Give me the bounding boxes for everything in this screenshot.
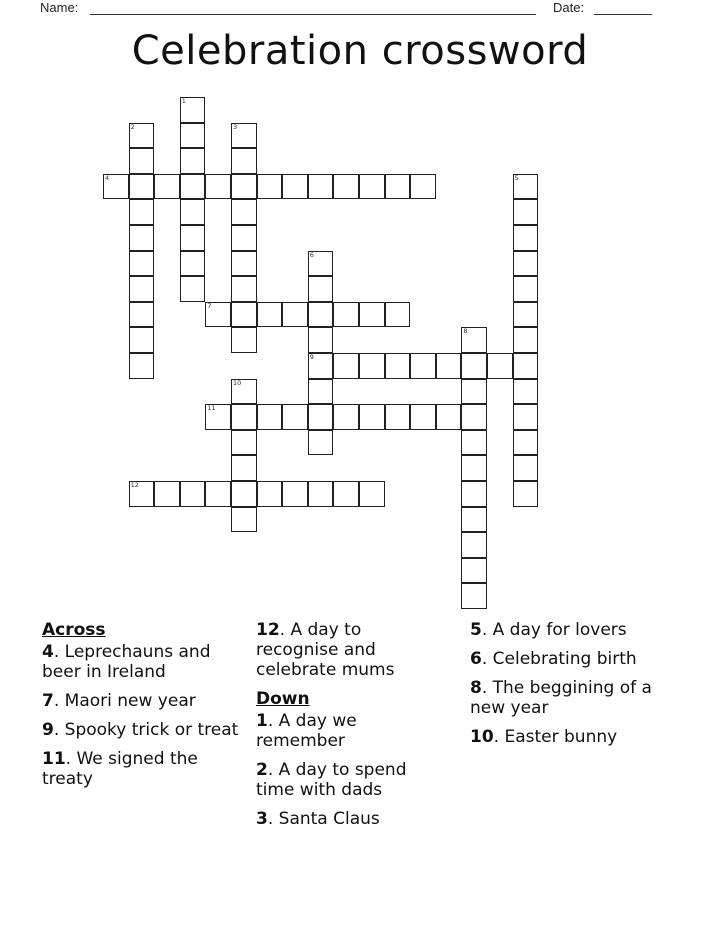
crossword-cell[interactable] <box>513 430 539 456</box>
crossword-cell[interactable] <box>154 174 180 200</box>
crossword-cell[interactable] <box>282 404 308 430</box>
clue-text: . Maori new year <box>53 691 196 711</box>
crossword-cell[interactable] <box>308 302 334 328</box>
crossword-cell[interactable] <box>487 353 513 379</box>
crossword-cell[interactable] <box>282 174 308 200</box>
crossword-cell[interactable] <box>513 302 539 328</box>
cell-number: 1 <box>181 97 186 105</box>
clue-2 <box>256 760 446 800</box>
clue-5 <box>470 620 670 640</box>
clue-6 <box>470 649 670 669</box>
crossword-cell[interactable] <box>308 430 334 456</box>
clue-number: 2 <box>256 760 268 780</box>
crossword-cell[interactable] <box>385 302 411 328</box>
crossword-cell[interactable] <box>129 276 155 302</box>
down-heading: Down <box>256 689 310 709</box>
clue-9 <box>42 720 242 740</box>
crossword-cell[interactable] <box>180 199 206 225</box>
crossword-cell[interactable] <box>180 251 206 277</box>
crossword-cell[interactable] <box>129 353 155 379</box>
page-title: Celebration crossword <box>131 28 589 74</box>
crossword-cell[interactable] <box>231 455 257 481</box>
crossword-cell[interactable] <box>129 327 155 353</box>
crossword-cell[interactable] <box>513 404 539 430</box>
clue-number: 3 <box>256 809 268 829</box>
crossword-cell[interactable] <box>257 404 283 430</box>
crossword-cell[interactable] <box>513 327 539 353</box>
crossword-cell[interactable] <box>461 353 487 379</box>
crossword-cell[interactable] <box>461 583 487 609</box>
crossword-cell[interactable] <box>231 327 257 353</box>
crossword-cell[interactable] <box>359 481 385 507</box>
clues-column-2 <box>256 620 446 838</box>
crossword-cell[interactable] <box>154 481 180 507</box>
crossword-cell[interactable] <box>205 174 231 200</box>
crossword-cell[interactable] <box>180 481 206 507</box>
crossword-cell[interactable] <box>359 174 385 200</box>
clue-text: . Santa Claus <box>267 809 380 829</box>
crossword-cell[interactable] <box>231 199 257 225</box>
crossword-cell[interactable] <box>308 174 334 200</box>
clue-1 <box>256 711 446 751</box>
crossword-cell[interactable] <box>385 353 411 379</box>
crossword-cell[interactable] <box>461 558 487 584</box>
clue-text: . A day we remember <box>256 711 357 751</box>
cell-number: 6 <box>309 250 314 259</box>
crossword-cell[interactable] <box>333 174 359 200</box>
crossword-cell[interactable] <box>180 123 206 149</box>
crossword-cell[interactable] <box>231 507 257 533</box>
crossword-cell[interactable] <box>436 353 462 379</box>
crossword-cell[interactable] <box>231 225 257 251</box>
clue-11 <box>42 749 242 789</box>
crossword-cell[interactable] <box>205 404 231 430</box>
clue-number: 8 <box>470 678 482 698</box>
clue-number: 1 <box>256 711 268 731</box>
crossword-cell[interactable] <box>308 251 334 277</box>
crossword-cell[interactable] <box>461 430 487 456</box>
crossword-cell[interactable] <box>385 404 411 430</box>
cell-number: 8 <box>463 327 468 336</box>
crossword-cell[interactable] <box>231 276 257 302</box>
crossword-cell[interactable] <box>205 481 231 507</box>
clue-text: . A day to spend time with dads <box>256 760 407 800</box>
crossword-cell[interactable] <box>180 97 206 123</box>
cell-number: 3 <box>233 122 238 131</box>
crossword-cell[interactable] <box>231 148 257 174</box>
clue-number: 4 <box>42 642 54 662</box>
crossword-cell[interactable] <box>205 302 231 328</box>
crossword-cell[interactable] <box>461 327 487 353</box>
crossword-cell[interactable] <box>410 174 436 200</box>
crossword-cell[interactable] <box>359 302 385 328</box>
crossword-cell[interactable] <box>129 302 155 328</box>
crossword-cell[interactable] <box>231 481 257 507</box>
crossword-cell[interactable] <box>333 302 359 328</box>
clue-10 <box>470 727 670 747</box>
crossword-cell[interactable] <box>103 174 129 200</box>
crossword-cell[interactable] <box>129 174 155 200</box>
crossword-cell[interactable] <box>231 379 257 405</box>
crossword-cell[interactable] <box>231 123 257 149</box>
crossword-cell[interactable] <box>513 225 539 251</box>
clue-12 <box>256 620 446 680</box>
crossword-cell[interactable] <box>257 174 283 200</box>
crossword-cell[interactable] <box>410 353 436 379</box>
clue-text: . Celebrating birth <box>481 649 637 669</box>
crossword-cell[interactable] <box>129 199 155 225</box>
crossword-cell[interactable] <box>461 404 487 430</box>
clue-3 <box>256 809 446 829</box>
crossword-cell[interactable] <box>129 481 155 507</box>
crossword-cell[interactable] <box>180 276 206 302</box>
cell-number: 10 <box>233 378 242 387</box>
clue-text: . Spooky trick or treat <box>53 720 239 740</box>
crossword-cell[interactable] <box>308 276 334 302</box>
crossword-cell[interactable] <box>257 302 283 328</box>
crossword-cell[interactable] <box>461 507 487 533</box>
crossword-cell[interactable] <box>308 404 334 430</box>
name-label: Name: <box>40 0 79 15</box>
crossword-cell[interactable] <box>129 251 155 277</box>
crossword-cell[interactable] <box>513 251 539 277</box>
crossword-cell[interactable] <box>282 481 308 507</box>
date-label: Date: <box>553 0 585 15</box>
crossword-cell[interactable] <box>461 532 487 558</box>
crossword-cell[interactable] <box>359 404 385 430</box>
clue-number: 7 <box>42 691 54 711</box>
clue-number: 10 <box>470 727 494 747</box>
cell-number: 7 <box>207 301 212 310</box>
crossword-cell[interactable] <box>359 353 385 379</box>
cell-number: 4 <box>105 173 110 182</box>
crossword-cell[interactable] <box>308 481 334 507</box>
clue-number: 12 <box>256 620 280 640</box>
clue-text: . A day for lovers <box>481 620 627 640</box>
crossword-cell[interactable] <box>282 302 308 328</box>
crossword-cell[interactable] <box>513 455 539 481</box>
cell-number: 11 <box>207 404 216 413</box>
clue-8 <box>470 678 670 718</box>
crossword-cell[interactable] <box>180 225 206 251</box>
crossword-cell[interactable] <box>231 174 257 200</box>
clue-number: 5 <box>470 620 482 640</box>
crossword-cell[interactable] <box>461 379 487 405</box>
clues-column-3 <box>470 620 670 756</box>
crossword-cell[interactable] <box>257 481 283 507</box>
crossword-cell[interactable] <box>231 302 257 328</box>
crossword-cell[interactable] <box>308 379 334 405</box>
crossword-cell[interactable] <box>513 199 539 225</box>
crossword-cell[interactable] <box>385 174 411 200</box>
crossword-cell[interactable] <box>129 148 155 174</box>
cell-number: 5 <box>514 173 519 182</box>
crossword-cell[interactable] <box>513 276 539 302</box>
crossword-cell[interactable] <box>513 481 539 507</box>
crossword-cell[interactable] <box>231 404 257 430</box>
clues-column-1 <box>42 620 242 798</box>
clue-number: 9 <box>42 720 54 740</box>
cell-number: 9 <box>309 353 314 361</box>
cell-number: 12 <box>130 481 139 489</box>
crossword-cell[interactable] <box>333 353 359 379</box>
crossword-cell[interactable] <box>333 404 359 430</box>
clue-text: . Leprechauns and beer in Ireland <box>42 642 211 682</box>
crossword-cell[interactable] <box>129 123 155 149</box>
across-heading: Across <box>42 620 106 640</box>
clue-text: . We signed the treaty <box>42 749 198 789</box>
crossword-cell[interactable] <box>180 174 206 200</box>
crossword-cell[interactable] <box>308 327 334 353</box>
crossword-cell[interactable] <box>308 353 334 379</box>
crossword-cell[interactable] <box>231 251 257 277</box>
crossword-cell[interactable] <box>436 404 462 430</box>
clue-number: 11 <box>42 749 66 769</box>
crossword-cell[interactable] <box>461 455 487 481</box>
clue-4 <box>42 642 242 682</box>
crossword-cell[interactable] <box>231 430 257 456</box>
clue-number: 6 <box>470 649 482 669</box>
clue-text: . A day to recognise and celebrate mums <box>256 620 395 680</box>
clue-text: . Easter bunny <box>493 727 618 747</box>
clue-text: . The beggining of a new year <box>470 678 652 718</box>
crossword-cell[interactable] <box>180 148 206 174</box>
crossword-cell[interactable] <box>410 404 436 430</box>
crossword-cell[interactable] <box>513 174 539 200</box>
crossword-cell[interactable] <box>461 481 487 507</box>
crossword-cell[interactable] <box>129 225 155 251</box>
crossword-cell[interactable] <box>333 481 359 507</box>
cell-number: 2 <box>130 122 135 131</box>
crossword-cell[interactable] <box>513 379 539 405</box>
crossword-cell[interactable] <box>513 353 539 379</box>
clue-7 <box>42 691 242 711</box>
